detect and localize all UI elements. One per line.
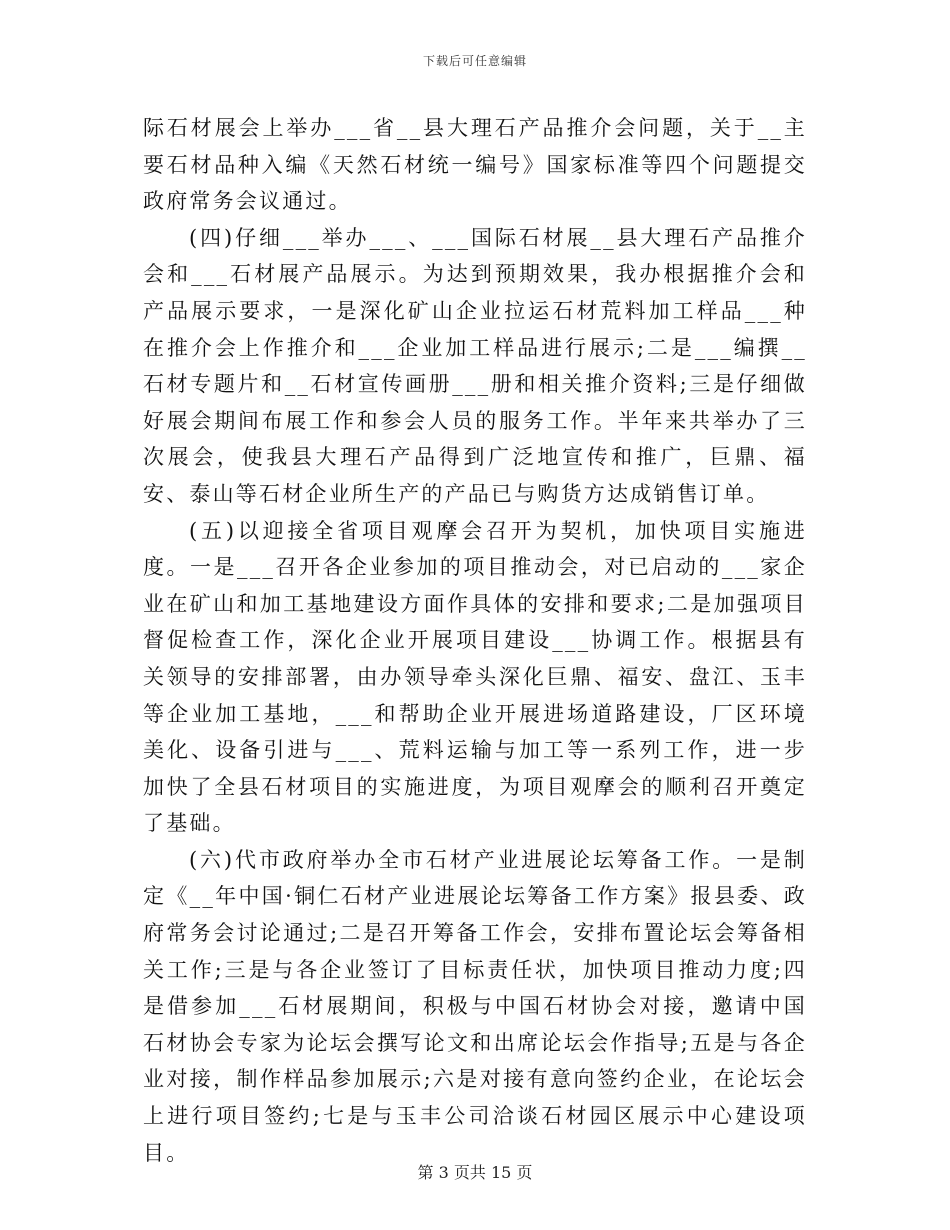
paragraph-1: 际石材展会上举办___省__县大理石产品推介会问题，关于__主要石材品种入编《天然石材统一编号》国家标准等四个问题提交政府常务会议通过。 [143,116,807,214]
page-header: 下载后可任意编辑 [422,54,527,68]
paragraph-2: (四)仔细___举办___、___国际石材展__县大理石产品推介会和___石材展产品展示。为达到预期效果，我办根据推介会和产品展示要求，一是深化矿山企业拉运石材荒料加工样品___种在推介会上作推介和___企业加工样品进行展示;二是___编撰__石材专题片和__石材宣传画册___册和相关推介资料;三是仔细做好展会期间布展工作和参会人员的服务工作。半年来共举办了三次展会，使我县大理石产品得到广泛地宣传和推广，巨鼎、福安、泰山等石材企业所生产的产品已与购货方达成销售订单。 [143,225,807,506]
page-number-footer: 第 3 页共 15 页 [417,1163,533,1182]
document-body [143,110,807,1171]
paragraph-3: (五)以迎接全省项目观摩会召开为契机，加快项目实施进度。一是___召开各企业参加的项目推动会，对已启动的___家企业在矿山和加工基地建设方面作具体的安排和要求;二是加强项目督促检查工作，深化企业开展项目建设___协调工作。根据县有关领导的安排部署，由办领导牵头深化巨鼎、福安、盘江、玉丰等企业加工基地，___和帮助企业开展进场道路建设，厂区环境美化、设备引进与___、荒料运输与加工等一系列工作，进一步加快了全县石材项目的实施进度，为项目观摩会的顺利召开奠定了基础。 [143,518,807,836]
paragraph-4: (六)代市政府举办全市石材产业进展论坛筹备工作。一是制定《__年中国·铜仁石材产业进展论坛筹备工作方案》报县委、政府常务会讨论通过;二是召开筹备工作会，安排布置论坛会筹备相关工作;三是与各企业签订了目标责任状，加快项目推动力度;四是借参加___石材展期间，积极与中国石材协会对接，邀请中国石材协会专家为论坛会撰写论文和出席论坛会作指导;五是与各企业对接，制作样品参加展示;六是对接有意向签约企业，在论坛会上进行项目签约;七是与玉丰公司洽谈石材园区展示中心建设项目。 [143,847,807,1165]
